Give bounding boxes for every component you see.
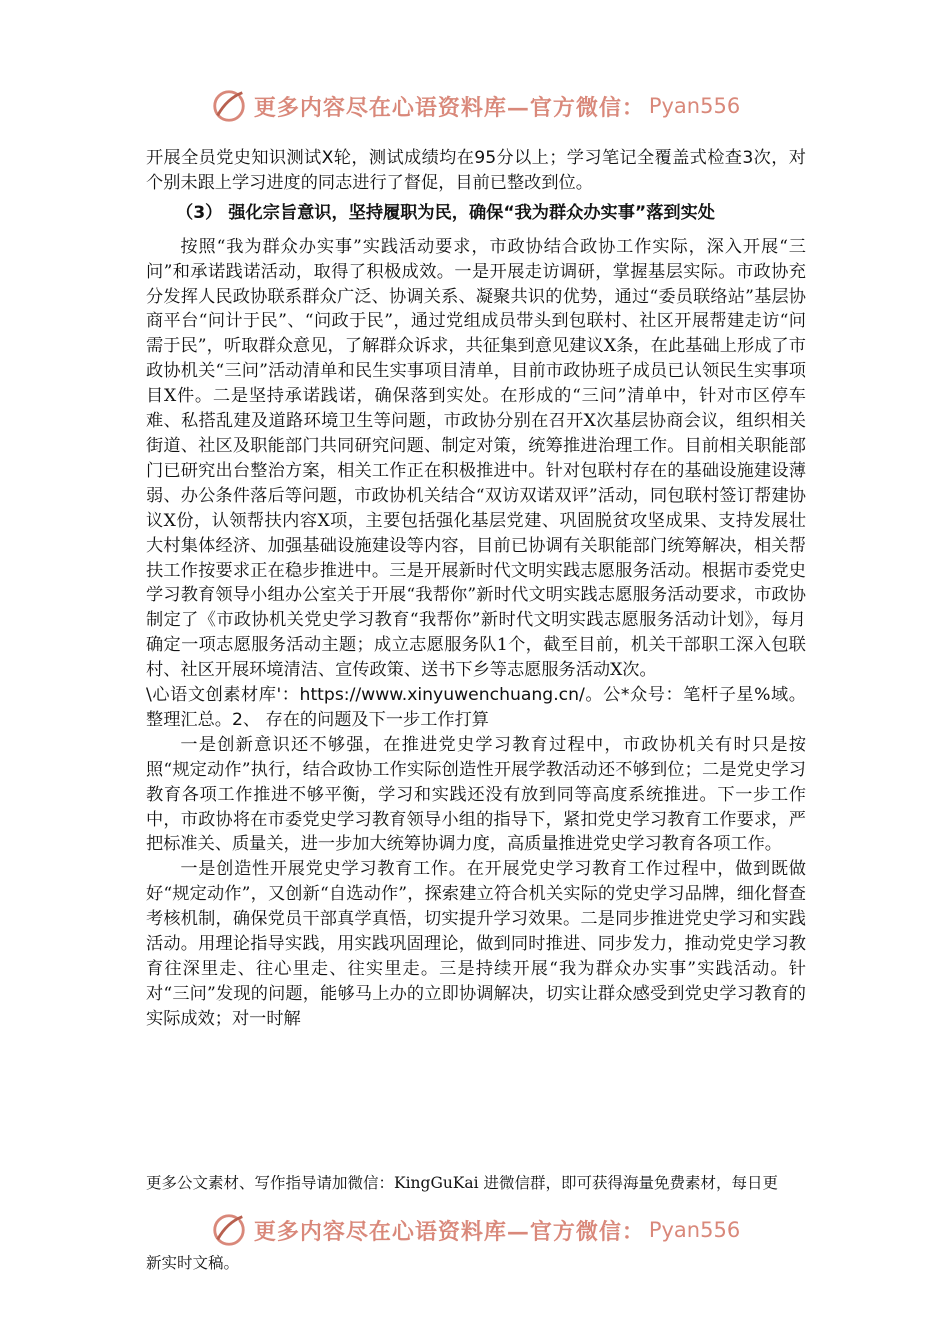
- problems-paragraph: 一是创新意识还不够强，在推进党史学习教育过程中，市政协机关有时只是按照“规定动作”执行，结合政协工作实际创造性开展学教活动还不够到位；二是党史学习教育各项工作推进不够平衡，学习和实践还没有放到同等高度系统推进。下一步工作中，市政协将在市委党史学习教育领导小组的指导下，紧扣党史学习教育工作要求，严把标准关、质量关，进一步加大统筹协调力度，高质量推进党史学习教育各项工作。: [146, 734, 806, 855]
- banner-text: 更多内容尽在心语资料库—官方微信：: [253, 1218, 645, 1245]
- banner-wechat-id: Pyan556: [648, 94, 741, 118]
- header-banner: [0, 84, 950, 128]
- footer-banner: [0, 1208, 950, 1252]
- watermark-line: \心语文创素材库'：https://www.xinyuwenchuang.cn/。公*众号：笔杆子星%域。整理汇总。2、 存在的问题及下一步工作打算: [146, 685, 806, 730]
- pen-swirl-icon: [210, 1211, 248, 1249]
- plans-paragraph: 一是创造性开展党史学习教育工作。在开展党史学习教育工作过程中，做到既做好“规定动作”，又创新“自选动作”，探索建立符合机关实际的党史学习品牌，细化督查考核机制，确保党员干部真学真悟，切实提升学习效果。二是同步推进党史学习和实践活动。用理论指导实践，用实践巩固理论，做到同时推进、同步发力，推动党史学习教育往深里走、往心里走、往实里走。三是持续开展“我为群众办实事”实践活动。针对“三问”发现的问题，能够马上办的立即协调解决，切实让群众感受到党史学习教育的实际成效；对一时解: [146, 859, 806, 1029]
- intro-paragraph: 开展全员党史知识测试X轮，测试成绩均在95分以上；学习笔记全覆盖式检查3次，对个别未跟上学习进度的同志进行了督促，目前已整改到位。: [146, 148, 806, 193]
- section3-heading: （3） 强化宗旨意识，坚持履职为民，确保“我为群众办实事”落到实处: [176, 202, 715, 223]
- footer-note: 更多公文素材、写作指导请加微信：KingGuKai 进微信群，即可获得海量免费素材，每日更: [146, 1174, 779, 1192]
- section3-paragraph: 按照“我为群众办实事”实践活动要求，市政协结合政协工作实际，深入开展“三问”和承诺践诺活动，取得了积极成效。一是开展走访调研，掌握基层实际。市政协充分发挥人民政协联系群众广泛、协调关系、凝聚共识的优势，通过“委员联络站”基层协商平台“问计于民”、“问政于民”，通过党组成员带头到包联村、社区开展帮建走访“问需于民”，听取群众意见，了解群众诉求，共征集到意见建议X条，在此基础上形成了市政协机关“三问”活动清单和民生实事项目清单，目前市政协班子成员已认领民生实事项目X件。二是坚持承诺践诺，确保落到实处。在形成的“三问”清单中，针对市区停车难、私搭乱建及道路环境卫生等问题，市政协分别在召开X次基层协商会议，组织相关街道、社区及职能部门共同研究问题、制定对策，统筹推进治理工作。目前相关职能部门已研究出台整治方案，相关工作正在积极推进中。针对包联村存在的基础设施建设薄弱、办公条件落后等问题，市政协机关结合“双访双诺双评”活动，同包联村签订帮建协议X份，认领帮扶内容X项，主要包括强化基层党建、巩固脱贫攻坚成果、支持发展壮大村集体经济、加强基础设施建设等内容，目前已协调有关职能部门统筹解决，相关帮扶工作按要求正在稳步推进中。三是开展新时代文明实践志愿服务活动。根据市委党史学习教育领导小组办公室关于开展“我帮你”新时代文明实践志愿服务活动要求，市政协制定了《市政协机关党史学习教育“我帮你”新时代文明实践志愿服务活动计划》，每月确定一项志愿服务活动主题；成立志愿服务队1个，截至目前，机关干部职工深入包联村、社区开展环境清洁、宣传政策、送书下乡等志愿服务活动X次。: [146, 236, 806, 681]
- banner-text: 更多内容尽在心语资料库—官方微信：: [253, 94, 645, 121]
- footer-tail: 新实时文稿。: [146, 1254, 240, 1272]
- banner-wechat-id: Pyan556: [648, 1218, 741, 1242]
- document-body: [146, 146, 806, 1032]
- pen-swirl-icon: [210, 87, 248, 125]
